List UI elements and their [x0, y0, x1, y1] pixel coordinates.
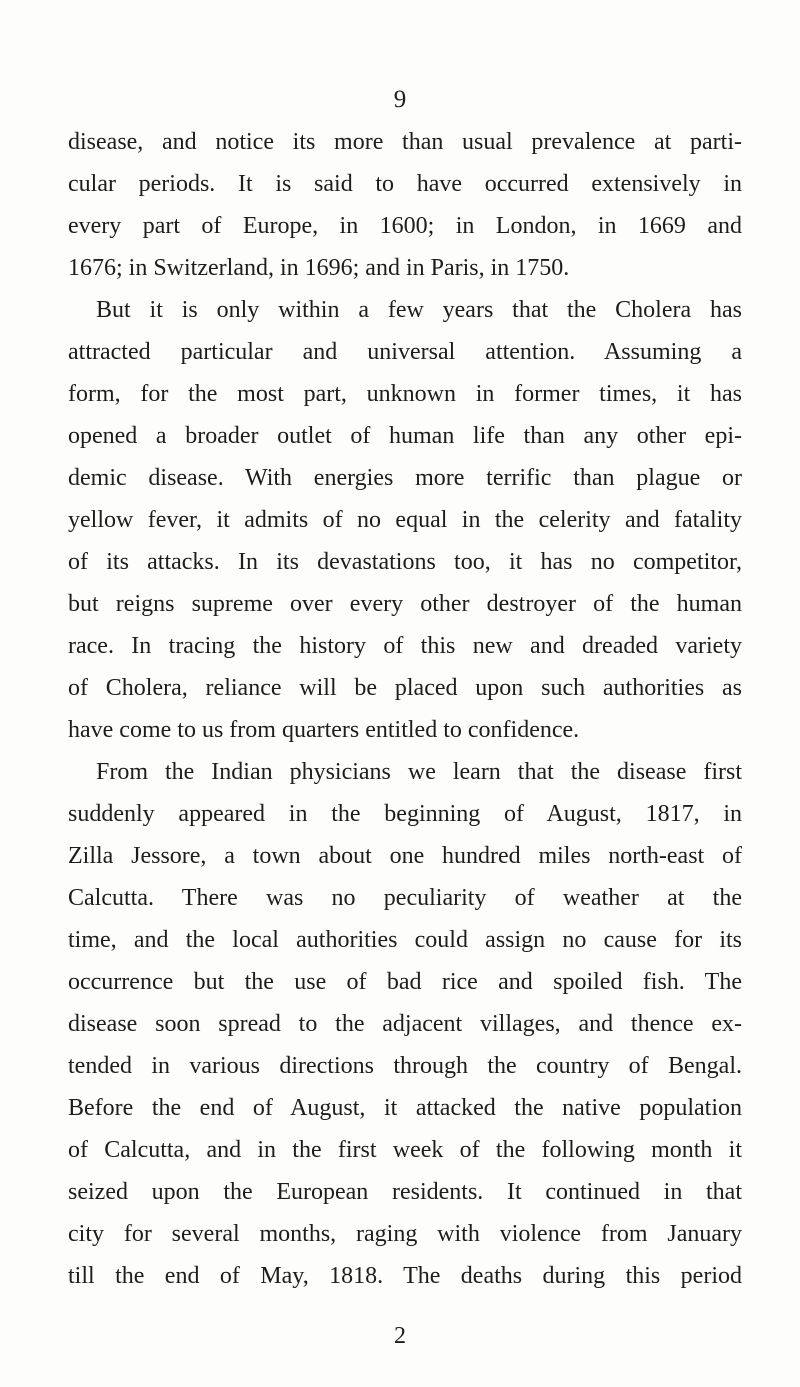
text-line: disease, and notice its more than usual prevalence at parti- [68, 129, 742, 155]
text-line: Zilla Jessore, a town about one hundred miles north-east of [68, 843, 742, 869]
text-line: city for several months, raging with violence from January [68, 1221, 742, 1247]
text-line: But it is only within a few years that the Cholera has [96, 297, 742, 323]
page-number: 9 [393, 86, 407, 113]
text-line: till the end of May, 1818. The deaths during this period [68, 1263, 742, 1289]
text-line: attracted particular and universal attention. Assuming a [68, 339, 742, 365]
text-line: 1676; in Switzerland, in 1696; and in Paris, in 1750. [68, 255, 570, 281]
text-line: but reigns supreme over every other destroyer of the human [68, 591, 742, 617]
text-line: Before the end of August, it attacked the native population [68, 1095, 742, 1121]
text-line: opened a broader outlet of human life than any other epi- [68, 423, 742, 449]
text-line: From the Indian physicians we learn that the disease first [96, 759, 742, 785]
text-line: cular periods. It is said to have occurred extensively in [68, 171, 742, 197]
text-line: of Calcutta, and in the first week of the following month it [68, 1137, 742, 1163]
text-line: suddenly appeared in the beginning of August, 1817, in [68, 801, 742, 827]
text-line: demic disease. With energies more terrific than plague or [68, 465, 742, 491]
text-line: every part of Europe, in 1600; in London, in 1669 and [68, 213, 742, 239]
signature-mark: 2 [394, 1323, 406, 1349]
body-text [68, 121, 742, 1297]
text-line: disease soon spread to the adjacent villages, and thence ex- [68, 1011, 742, 1037]
text-line: form, for the most part, unknown in former times, it has [68, 381, 742, 407]
text-line: occurrence but the use of bad rice and spoiled fish. The [68, 969, 742, 995]
text-line: yellow fever, it admits of no equal in the celerity and fatality [68, 507, 742, 533]
text-line: of Cholera, reliance will be placed upon such authorities as [68, 675, 742, 701]
text-line: time, and the local authorities could assign no cause for its [68, 927, 742, 953]
text-line: seized upon the European residents. It continued in that [68, 1179, 742, 1205]
text-line: have come to us from quarters entitled to confidence. [68, 717, 580, 743]
text-line: race. In tracing the history of this new and dreaded variety [68, 633, 742, 659]
text-line: Calcutta. There was no peculiarity of weather at the [68, 885, 742, 911]
text-line: tended in various directions through the country of Bengal. [68, 1053, 742, 1079]
text-line: of its attacks. In its devastations too, it has no competitor, [68, 549, 742, 575]
